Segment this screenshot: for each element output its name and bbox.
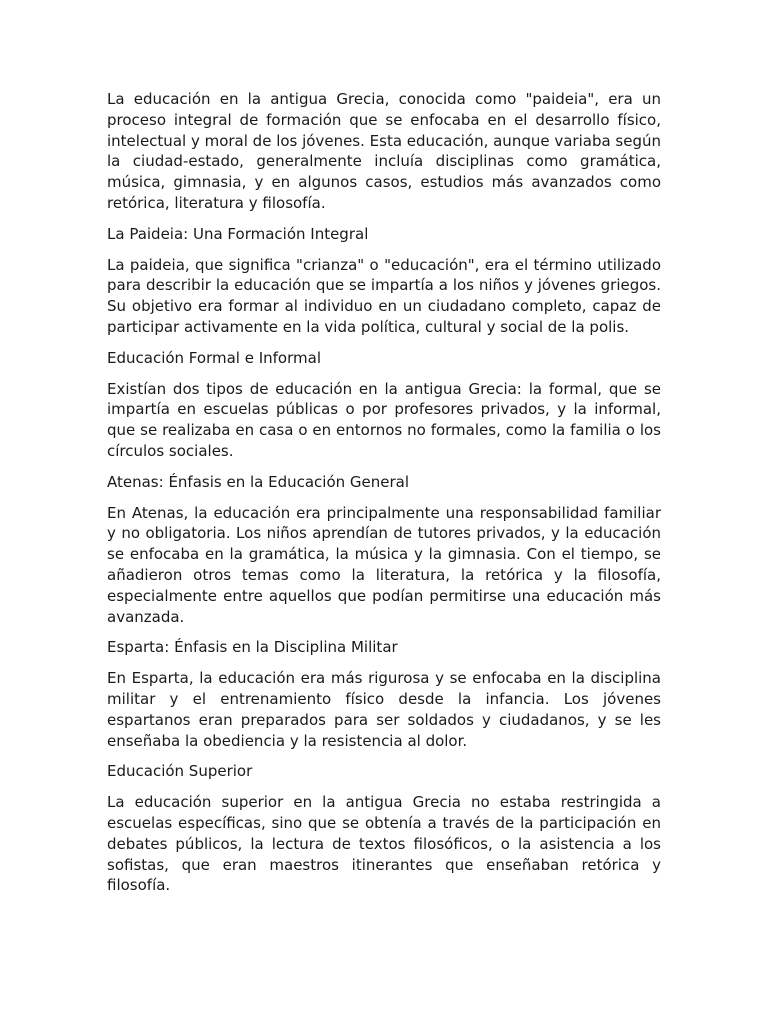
document-page bbox=[107, 89, 661, 906]
atenas-paragraph: En Atenas, la educación era principalmente una responsabilidad familiar y no obligatoria. Los niños aprendían de tutores privados, y la educación se enfocaba en la gramática, la música y la gimnasia. Con el tiempo, se añadieron otros temas como la literatura, la retórica y la filosofía, especialmente entre aquellos que podían permitirse una educación más avanzada. bbox=[107, 503, 661, 626]
section-heading-superior: Educación Superior bbox=[107, 762, 253, 781]
superior-paragraph: La educación superior en la antigua Grecia no estaba restringida a escuelas específicas, sino que se obtenía a través de la participación en debates públicos, la lectura de textos filosóficos, o la asistencia a los sofistas, que eran maestros itinerantes que enseñaban retórica y filosofía. bbox=[107, 793, 661, 895]
section-heading-esparta: Esparta: Énfasis en la Disciplina Militar bbox=[107, 638, 398, 657]
formal-informal-paragraph: Existían dos tipos de educación en la antigua Grecia: la formal, que se impartía en escuelas públicas o por profesores privados, y la informal, que se realizaba en casa o en entornos no formales, como la familia o los círculos sociales. bbox=[107, 379, 661, 460]
paideia-paragraph: La paideia, que significa "crianza" o "educación", era el término utilizado para describir la educación que se impartía a los niños y jóvenes griegos. Su objetivo era formar al individuo en un ciudadano completo, capaz de participar activamente en la vida política, cultural y social de la polis. bbox=[107, 255, 661, 336]
section-heading-atenas: Atenas: Énfasis en la Educación General bbox=[107, 472, 410, 491]
section-heading-formal-informal: Educación Formal e Informal bbox=[107, 348, 321, 367]
intro-paragraph: La educación en la antigua Grecia, conocida como "paideia", era un proceso integral de formación que se enfocaba en el desarrollo físico, intelectual y moral de los jóvenes. Esta educación, aunque variaba según la ciudad-estado, generalmente incluía disciplinas como gramática, música, gimnasia, y en algunos casos, estudios más avanzados como retórica, literatura y filosofía. bbox=[107, 90, 662, 212]
esparta-paragraph: En Esparta, la educación era más rigurosa y se enfocaba en la disciplina militar y el entrenamiento físico desde la infancia. Los jóvenes espartanos eran preparados para ser soldados y ciudadanos, y se les enseñaba la obediencia y la resistencia al dolor. bbox=[107, 669, 661, 750]
section-heading-paideia: La Paideia: Una Formación Integral bbox=[107, 224, 369, 243]
